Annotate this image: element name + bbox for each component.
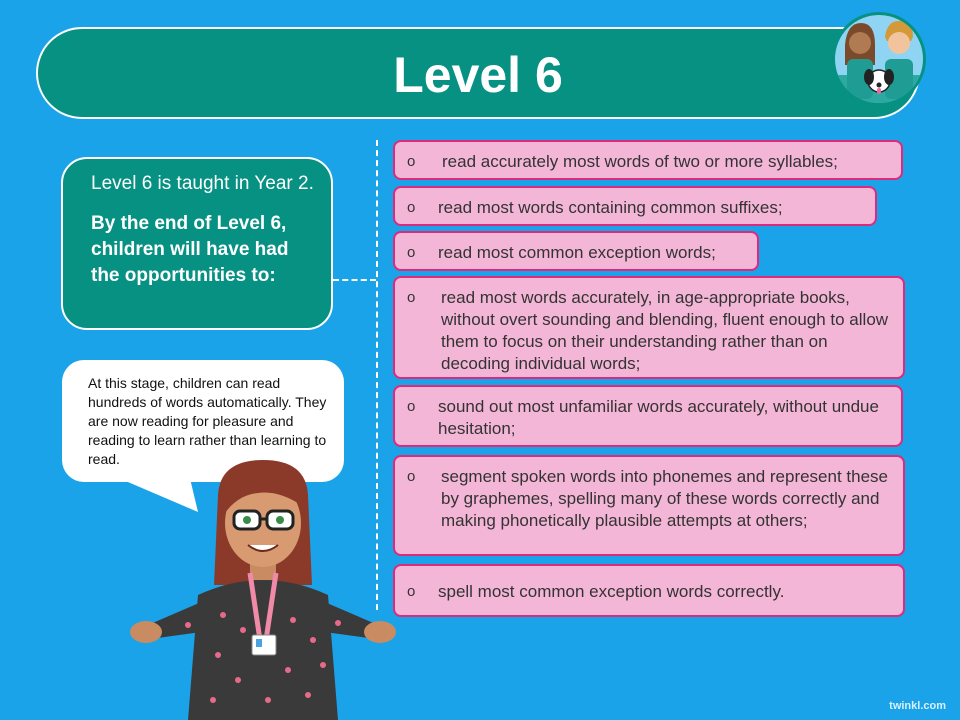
bullet-icon: o bbox=[407, 199, 416, 216]
footer-watermark: twinkl.com bbox=[889, 700, 946, 712]
intro-emphasis: By the end of Level 6, children will have had the opportunities to: bbox=[91, 213, 289, 286]
title-banner bbox=[36, 27, 920, 119]
bullet-icon: o bbox=[407, 583, 416, 600]
bullet-icon: o bbox=[407, 398, 416, 415]
objective-item bbox=[393, 186, 877, 226]
objective-text: read most words containing common suffixes; bbox=[438, 198, 783, 217]
children-and-dog-illustration bbox=[835, 15, 923, 103]
objective-text: read accurately most words of two or more syllables; bbox=[442, 152, 838, 171]
objective-text: read most words accurately, in age-appropriate books, without overt sounding and blending, fluent enough to allow them to focus on their understanding rather than on decoding individual words; bbox=[441, 288, 889, 373]
bullet-icon: o bbox=[407, 468, 416, 485]
intro-box bbox=[61, 157, 333, 330]
objective-item bbox=[393, 231, 759, 271]
page-title: Level 6 bbox=[393, 47, 563, 103]
objective-item bbox=[393, 455, 905, 556]
speech-bubble-text: At this stage, children can read hundreds of words automatically. They are now reading for pleasure and reading to learn rather than learning to read. bbox=[88, 375, 327, 467]
bullet-icon: o bbox=[407, 153, 416, 170]
objective-text: read most common exception words; bbox=[438, 243, 716, 262]
children-avatar bbox=[832, 12, 926, 106]
objective-text: segment spoken words into phonemes and represent these by graphemes, spelling many of these words correctly and making phonetically plausible attempts at others; bbox=[441, 467, 888, 530]
teacher-illustration bbox=[128, 455, 398, 720]
objective-item bbox=[393, 564, 905, 617]
intro-text: Level 6 is taught in Year 2. bbox=[91, 173, 314, 194]
bullet-icon: o bbox=[407, 244, 416, 261]
objective-item bbox=[393, 276, 905, 379]
objective-item bbox=[393, 140, 903, 180]
objective-text: spell most common exception words correctly. bbox=[438, 582, 785, 601]
objective-text: sound out most unfamiliar words accurately, without undue hesitation; bbox=[438, 397, 879, 438]
connector-line-horizontal bbox=[333, 279, 376, 281]
bullet-icon: o bbox=[407, 289, 416, 306]
objective-item bbox=[393, 385, 903, 447]
